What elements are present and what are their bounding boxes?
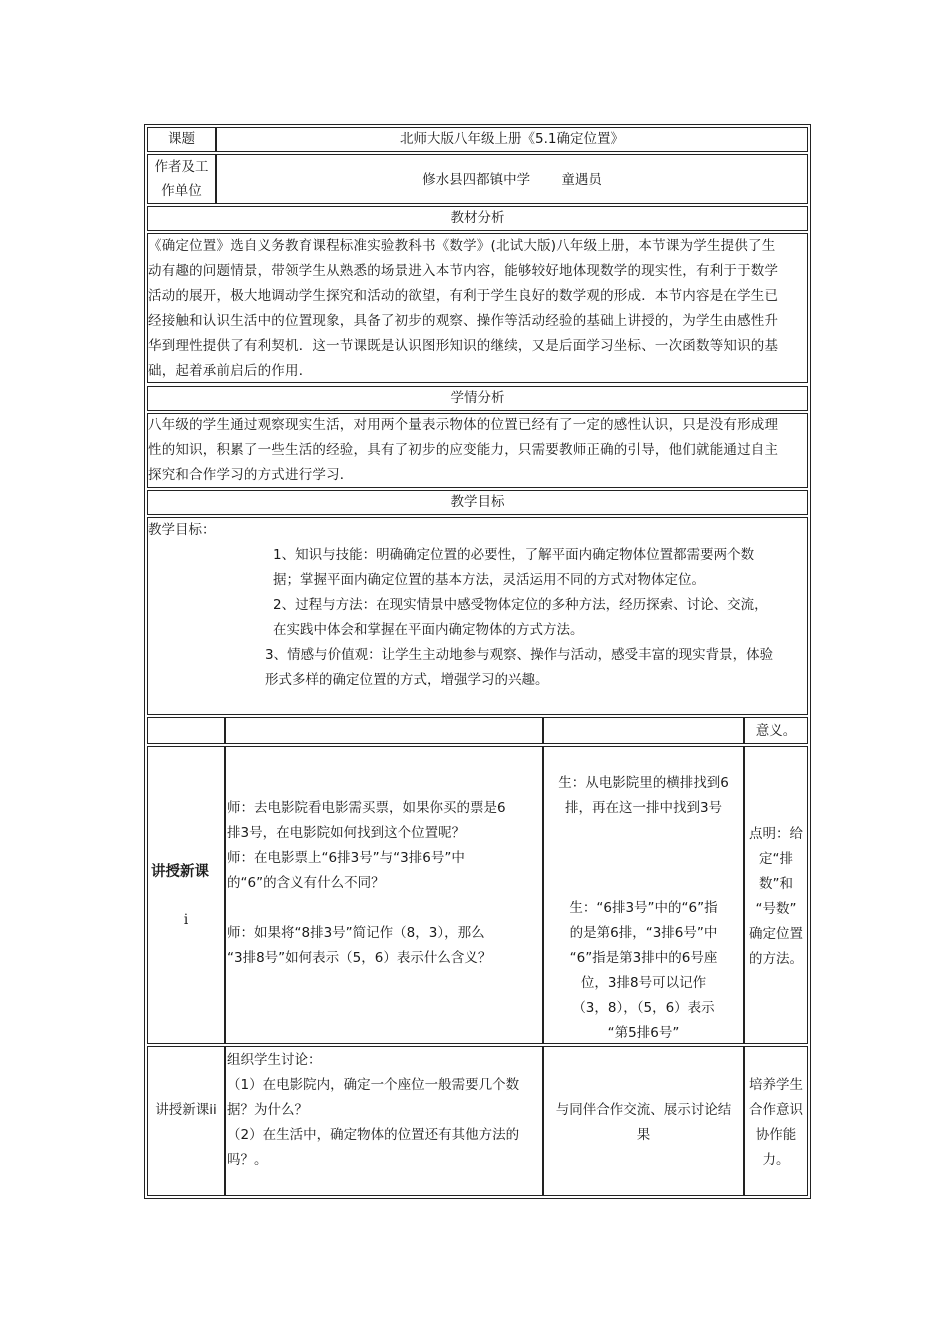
- row1-student-b-line: “第5排6号”: [607, 1025, 680, 1041]
- goal-line: 在实践中体会和掌握在平面内确定物体的方式方法。: [273, 622, 584, 638]
- textbook-line: 《确定位置》选自义务教育课程标准实验教科书《数学》(北试大版)八年级上册，本节课为学生提供了生: [148, 238, 776, 254]
- row1-meaning-line: 点明：给: [749, 826, 803, 842]
- row1-meaning-line: 的方法。: [749, 951, 803, 967]
- row1-meaning-line: 数”和: [759, 876, 793, 892]
- students-line: 八年级的学生通过观察现实生活，对用两个量表示物体的位置已经有了一定的感性认识，只是没有形成理: [148, 417, 779, 433]
- row2-meaning-line: 合作意识: [749, 1102, 803, 1118]
- author-label-line-2: 作单位: [161, 183, 202, 199]
- textbook-title: 教材分析: [450, 210, 505, 226]
- goal-line: 3、情感与价值观：让学生主动地参与观察、操作与活动，感受丰富的现实背景，体验: [265, 647, 774, 663]
- row1-student-b-line: 的是第6排，“3排6号”中: [569, 925, 718, 941]
- row1-teacher-line: 师：如果将“8排3号”简记作（8，3），那么: [227, 925, 485, 941]
- goals-intro: 教学目标：: [148, 522, 216, 538]
- row2-teacher-line: 吗？。: [227, 1152, 268, 1168]
- process-header-col1: [147, 717, 225, 744]
- row2-teacher-line: 组织学生讨论：: [227, 1052, 322, 1068]
- goal-line: 据；掌握平面内确定位置的基本方法，灵活运用不同的方式对物体定位。: [273, 572, 705, 588]
- row1-student-b-line: “6”指是第3排中的6号座: [569, 950, 718, 966]
- row2-meaning-line: 力。: [762, 1152, 790, 1168]
- textbook-line: 活动的展开，极大地调动学生探究和活动的欲望，有利于学生良好的数学观的形成．本节内容是在学生已: [148, 288, 779, 304]
- row1-teacher-line: 的“6”的含义有什么不同？: [227, 875, 385, 891]
- row2-teacher-line: （2）在生活中，确定物体的位置还有其他方法的: [227, 1127, 520, 1143]
- row2-meaning-line: 培养学生: [749, 1077, 803, 1093]
- textbook-line: 华到理性提供了有利契机．这一节课既是认识图形知识的继续，又是后面学习坐标、一次函数等知识的基: [148, 338, 779, 354]
- textbook-line: 动有趣的问题情景，带领学生从熟悉的场景进入本节内容，能够较好地体现数学的现实性，有利于于数学: [148, 263, 779, 279]
- row1-teacher-line: 师：去电影院看电影需买票，如果你买的票是6: [227, 800, 506, 816]
- row1-student-a-line: 排，再在这一排中找到3号: [564, 800, 723, 816]
- process-header-col3: [543, 717, 744, 744]
- row1-meaning-line: “号数”: [755, 901, 797, 917]
- row1-stage-cell: [147, 746, 225, 1044]
- goal-line: 形式多样的确定位置的方式，增强学习的兴趣。: [265, 672, 549, 688]
- row1-student-b-line: 生：“6排3号”中的“6”指: [569, 900, 718, 916]
- row1-stage-title: 讲授新课: [151, 864, 209, 880]
- row2-meaning-line: 协作能: [755, 1127, 797, 1143]
- goals-title: 教学目标: [450, 494, 505, 510]
- textbook-line: 础，起着承前启后的作用．: [148, 363, 313, 379]
- row2-teacher-line: 据？为什么？: [227, 1102, 308, 1118]
- row2-student-line: 果: [636, 1127, 651, 1143]
- goal-line: 2、过程与方法：在现实情景中感受物体定位的多种方法，经历探索、讨论、交流，: [273, 597, 768, 613]
- goal-line: 1、知识与技能：明确确定位置的必要性，了解平面内确定物体位置都需要两个数: [273, 547, 755, 563]
- students-title: 学情分析: [450, 390, 505, 406]
- author-label-line-1: 作者及工: [154, 159, 209, 175]
- textbook-line: 经接触和认识生活中的位置现象，具备了初步的观察、操作等活动经验的基础上讲授的，为学生由感性升: [148, 313, 779, 329]
- row1-student-b-line: （3，8），（5，6）表示: [572, 1000, 715, 1016]
- row1-student-b-line: 位，3排8号可以记作: [580, 975, 707, 991]
- author-value: 修水县四都镇中学 童遇员: [422, 172, 602, 188]
- topic-label: 课题: [168, 131, 195, 147]
- row1-teacher-line: 师：在电影票上“6排3号”与“3排6号”中: [227, 850, 465, 866]
- students-line: 性的知识，积累了一些生活的经验，具有了初步的应变能力，只需要教师正确的引导，他们就能通过自主: [148, 442, 779, 458]
- students-line: 探究和合作学习的方式进行学习．: [148, 467, 354, 483]
- row1-meaning-line: 定“排: [759, 851, 793, 867]
- row2-stage-title: 讲授新课ii: [155, 1102, 217, 1118]
- row2-teacher-line: （1）在电影院内，确定一个座位一般需要几个数: [227, 1077, 520, 1093]
- row1-teacher-line: 排3号，在电影院如何找到这个位置呢？: [227, 825, 466, 841]
- row1-student-a-line: 生：从电影院里的横排找到6: [558, 775, 729, 791]
- row1-teacher-line: “3排8号”如何表示（5，6）表示什么含义？: [227, 950, 492, 966]
- row1-stage-numeral: i: [183, 912, 189, 928]
- process-header-meaning: 意义。: [755, 723, 797, 739]
- process-header-col2: [225, 717, 543, 744]
- topic-value: 北师大版八年级上册《5.1确定位置》: [400, 131, 624, 147]
- row1-meaning-line: 确定位置: [749, 926, 803, 942]
- row2-student-line: 与同伴合作交流、展示讨论结: [555, 1102, 732, 1118]
